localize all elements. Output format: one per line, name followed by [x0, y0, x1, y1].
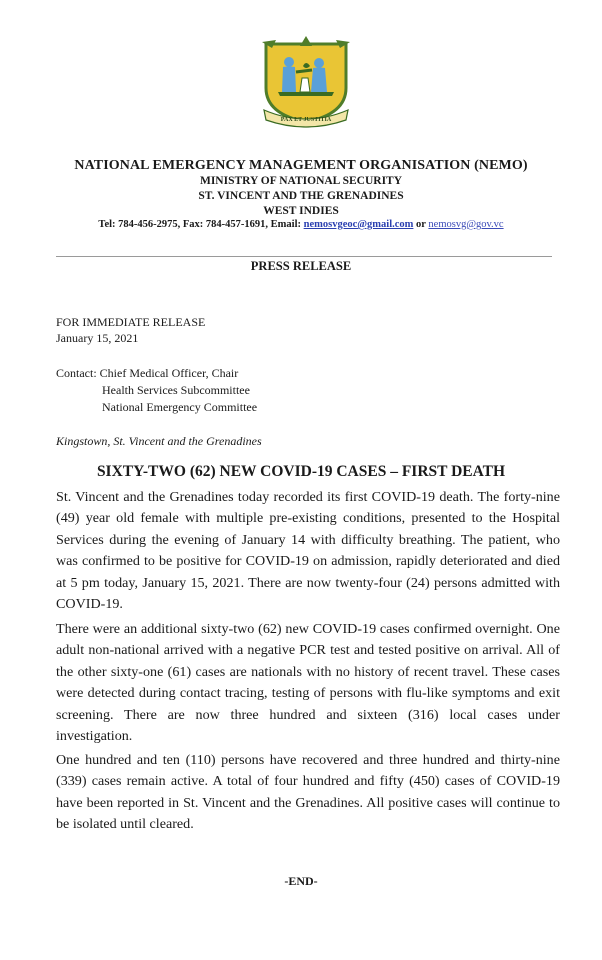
email-link-gov[interactable]: nemosvg@gov.vc — [428, 219, 504, 230]
email-link-eoc[interactable]: nemosvgeoc@gmail.com — [303, 219, 414, 230]
press-release-label: PRESS RELEASE — [250, 259, 352, 273]
region-name: WEST INDIES — [263, 205, 339, 217]
organisation-name: NATIONAL EMERGENCY MANAGEMENT ORGANISATION (NEMO) — [74, 158, 528, 173]
ministry-name: MINISTRY OF NATIONAL SECURITY — [199, 175, 403, 187]
crest-motto: PAX ET JUSTITIA — [280, 117, 332, 123]
body-paragraph-2: There were an additional sixty-two (62) new COVID-19 cases confirmed overnight. One adult non-national arrived with a negative PCR test and tested positive on arrival. All of the other sixty-one (61) cases are nationals with no history of recent travel. These cases were detected during contact tracing, testing of persons with flu-like symptoms and exit screening. There are now three hundred and sixteen (316) local cases under investigation. — [56, 621, 560, 745]
release-title: SIXTY-TWO (62) NEW COVID-19 CASES – FIRST DEATH — [96, 463, 506, 480]
header-divider — [56, 256, 552, 257]
country-name: ST. VINCENT AND THE GRENADINES — [198, 190, 404, 202]
end-marker: -END- — [284, 874, 318, 888]
contact-line-2: Health Services Subcommittee — [102, 383, 250, 397]
body-paragraph-1: St. Vincent and the Grenadines today recorded its first COVID-19 death. The forty-nine (49) year old female with multiple pre-existing conditions, presented to the Hospital Services during the evening of January 14 with difficulty breathing. The patient, who was confirmed to be positive for COVID-19 on admission, rapidly deteriorated and died at 5 pm today, January 15, 2021. There are now twenty-four (24) persons admitted with COVID-19. — [56, 489, 560, 613]
contact-line-3: National Emergency Committee — [102, 400, 258, 414]
release-date: January 15, 2021 — [56, 331, 139, 345]
phone-fax-text: Tel: 784-456-2975, Fax: 784-457-1691, Email: — [98, 219, 304, 230]
dateline-location: Kingstown, St. Vincent and the Grenadines — [56, 434, 262, 448]
contact-details — [0, 219, 602, 230]
contact-line-1: Contact: Chief Medical Officer, Chair — [56, 366, 239, 380]
coat-of-arms-icon — [256, 36, 356, 132]
body-paragraph-3: One hundred and ten (110) persons have recovered and three hundred and thirty-nine (339) cases remain active. A total of four hundred and fifty (450) cases of COVID-19 have been reported in St. Vincent and the Grenadines. All positive cases will continue to be isolated until cleared. — [56, 752, 560, 833]
release-status: FOR IMMEDIATE RELEASE — [56, 315, 206, 329]
or-text: or — [413, 219, 429, 230]
